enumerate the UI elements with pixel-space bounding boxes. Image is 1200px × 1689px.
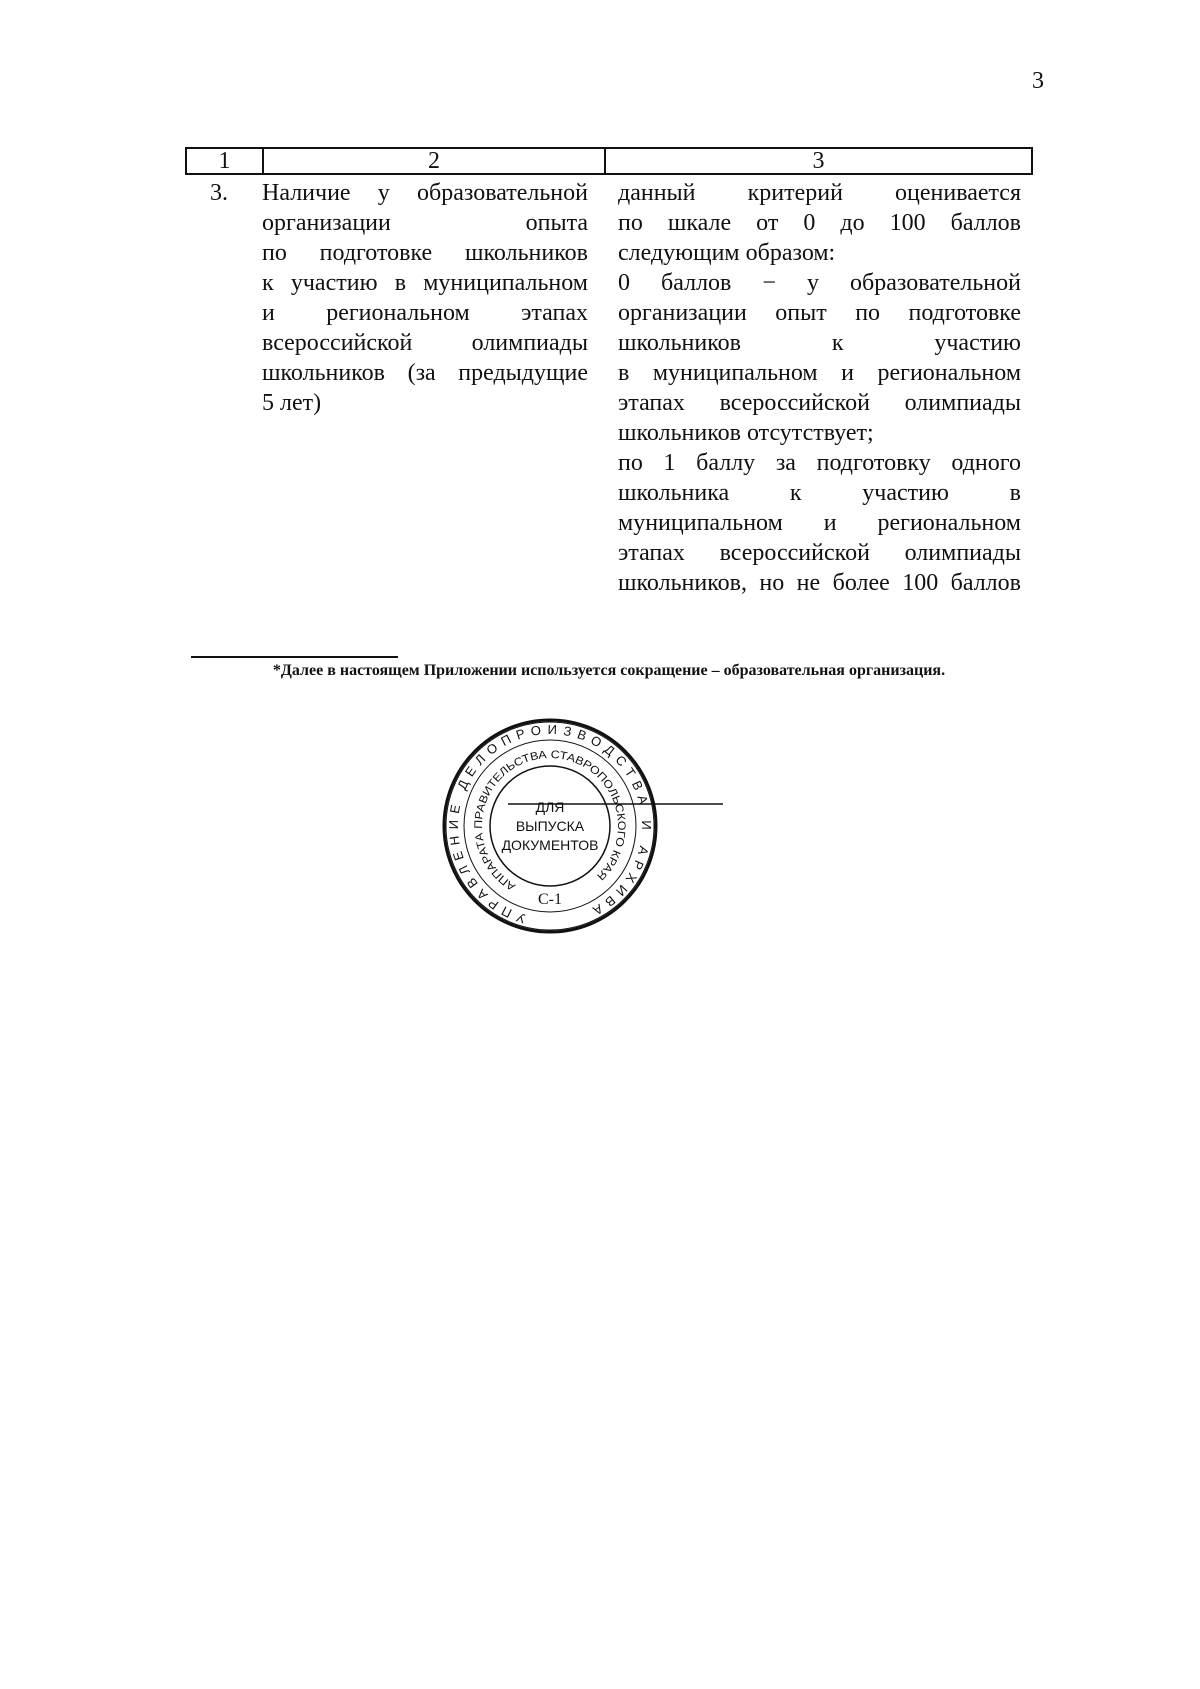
scoring-line: этапах всероссийской олимпиады [618, 540, 1021, 566]
stamp-outer-text: УПРАВЛЕНИЕ ДЕЛОПРОИЗВОДСТВА И АРХИВА [445, 721, 655, 927]
criterion-line: по подготовке школьников [262, 240, 588, 266]
scoring-line: данный критерий оценивается [618, 180, 1021, 206]
criterion-line: организации опыта [262, 210, 588, 236]
official-stamp [438, 714, 728, 944]
scoring-line: следующим образом: [618, 240, 836, 266]
header-col-2: 2 [264, 149, 606, 173]
scoring-line: по шкале от 0 до 100 баллов [618, 210, 1021, 236]
criterion-cell [262, 178, 588, 418]
scoring-line: школьников, но не более 100 баллов [618, 570, 1021, 596]
scoring-line: муниципальном и региональном [618, 510, 1021, 536]
scoring-line: 0 баллов − у образовательной [618, 270, 1021, 296]
scoring-line: школьников отсутствует; [618, 420, 874, 446]
stamp-center-line-1: ДЛЯ [535, 799, 565, 815]
scoring-line: этапах всероссийской олимпиады [618, 390, 1021, 416]
criterion-line: Наличие у образовательной [262, 180, 588, 206]
stamp-inner-text: АППАРАТА ПРАВИТЕЛЬСТВА СТАВРОПОЛЬСКОГО КРАЯ [472, 748, 628, 893]
page-number: 3 [1032, 68, 1044, 94]
footnote: *Далее в настоящем Приложении используется сокращение – образовательная организация. [272, 662, 946, 679]
header-col-1: 1 [187, 149, 264, 173]
criterion-line: 5 лет) [262, 390, 322, 416]
scoring-line: в муниципальном и региональном [618, 360, 1021, 386]
stamp-center-line-2: ВЫПУСКА [515, 818, 585, 834]
scoring-line: школьников к участию [618, 330, 1021, 356]
row-number: 3. [210, 180, 228, 206]
scoring-cell [618, 178, 1021, 598]
criterion-line: школьников (за предыдущие [262, 360, 588, 386]
scoring-line: по 1 баллу за подготовку одного [618, 450, 1021, 476]
criterion-line: и региональном этапах [262, 300, 588, 326]
stamp-center-line-3: ДОКУМЕНТОВ [501, 837, 599, 853]
footnote-divider [191, 656, 398, 658]
table-header [185, 147, 1033, 175]
scoring-line: школьника к участию в [618, 480, 1021, 506]
scoring-line: организации опыт по подготовке [618, 300, 1021, 326]
stamp-code: С-1 [538, 891, 562, 908]
header-col-3: 3 [812, 148, 825, 174]
criterion-line: к участию в муниципальном [262, 270, 588, 296]
criterion-line: всероссийской олимпиады [262, 330, 588, 356]
